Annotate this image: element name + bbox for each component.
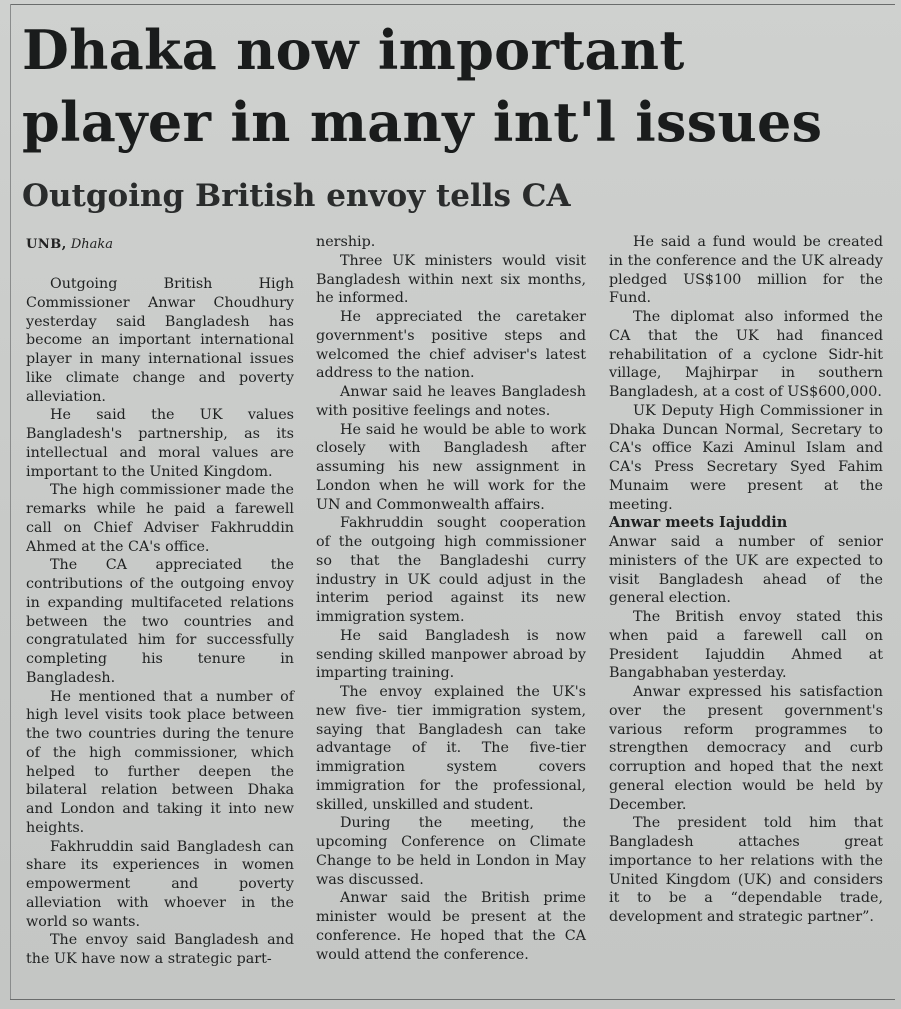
paragraph: He said Bangladesh is now sending skilled manpower abroad by imparting training. — [316, 627, 586, 682]
article-column-1 — [26, 275, 294, 969]
byline-agency: UNB, — [26, 237, 67, 252]
paragraph: The president told him that Bangladesh attaches great importance to her relations with the United Kingdom (UK) and considers it to be a “dependable trade, development and strategic partner”. — [609, 815, 883, 925]
section-subheading: Anwar meets Iajuddin — [609, 514, 788, 532]
paragraph: Anwar expressed his satisfaction over the present government's various reform programmes to strengthen democracy and curb corruption and hoped that the next general election would be held by December. — [609, 684, 883, 813]
paragraph: Fakhruddin sought cooperation of the outgoing high commissioner so that the Bangladeshi curry industry in UK could adjust in the interim period against its new immigration system. — [316, 515, 586, 625]
subheadline: Outgoing British envoy tells CA — [22, 178, 571, 214]
paragraph: He said the UK values Bangladesh's partnership, as its intellectual and moral values are important to the United Kingdom. — [26, 407, 294, 480]
paragraph: He said he would be able to work closely with Bangladesh after assuming his new assignment in London when he will work for the UN and Commonwealth affairs. — [316, 421, 586, 513]
paragraph: He said a fund would be created in the conference and the UK already pledged US$100 million for the Fund. — [609, 234, 883, 307]
paragraph: The British envoy stated this when paid a farewell call on President Iajuddin Ahmed at Bangabhaban yesterday. — [609, 609, 883, 682]
paragraph: Three UK ministers would visit Bangladesh within next six months, he informed. — [316, 252, 586, 307]
article-column-2 — [316, 233, 586, 964]
paragraph: The envoy explained the UK's new five- tier immigration system, saying that Bangladesh can take advantage of it. The five-tier immigration system covers immigration for the professional, skilled, unskilled and student. — [316, 684, 586, 813]
paragraph: He appreciated the caretaker government's positive steps and welcomed the chief adviser's latest address to the nation. — [316, 309, 586, 382]
paragraph: He mentioned that a number of high level visits took place between the two countries during the tenure of the high commissioner, which helped to further deepen the bilateral relation between Dhaka and London and taking it into new heights. — [26, 688, 294, 836]
paragraph: The envoy said Bangladesh and the UK have now a strategic part- — [26, 932, 294, 967]
paragraph: Fakhruddin said Bangladesh can share its experiences in women empowerment and poverty alleviation with whoever in the world so wants. — [26, 838, 294, 930]
article-column-3 — [609, 233, 883, 927]
paragraph: Anwar said he leaves Bangladesh with positive feelings and notes. — [316, 384, 586, 419]
byline — [26, 236, 113, 254]
headline: Dhaka now important player in many int'l issues — [22, 18, 823, 154]
paragraph: The diplomat also informed the CA that the UK had financed rehabilitation of a cyclone Sidr-hit village, Majhirpar in southern Bangladesh, at a cost of US$600,000. — [609, 309, 883, 400]
paragraph: During the meeting, the upcoming Conference on Climate Change to be held in London in May was discussed. — [316, 815, 586, 888]
paragraph-continuation: nership. — [316, 234, 376, 250]
paragraph: The high commissioner made the remarks while he paid a farewell call on Chief Adviser Fakhruddin Ahmed at the CA's office. — [26, 482, 294, 555]
bottom-rule — [10, 999, 895, 1000]
top-rule — [10, 4, 895, 5]
paragraph: The CA appreciated the contributions of the outgoing envoy in expanding multifaceted relations between the two countries and congratulated him for successfully completing his tenure in Bangladesh. — [26, 557, 294, 686]
left-rule — [10, 4, 11, 999]
byline-place: Dhaka — [70, 237, 114, 252]
paragraph: Anwar said a number of senior ministers of the UK are expected to visit Bangladesh ahead of the general election. — [609, 534, 883, 607]
paragraph: UK Deputy High Commissioner in Dhaka Duncan Normal, Secretary to CA's office Kazi Aminul Islam and CA's Press Secretary Syed Fahim Munaim were present at the meeting. — [609, 402, 883, 513]
paragraph: Anwar said the British prime minister would be present at the conference. He hoped that the CA would attend the conference. — [316, 890, 586, 963]
paragraph: Outgoing British High Commissioner Anwar Choudhury yesterday said Bangladesh has become an important international player in many international issues like climate change and poverty alleviation. — [26, 276, 294, 405]
